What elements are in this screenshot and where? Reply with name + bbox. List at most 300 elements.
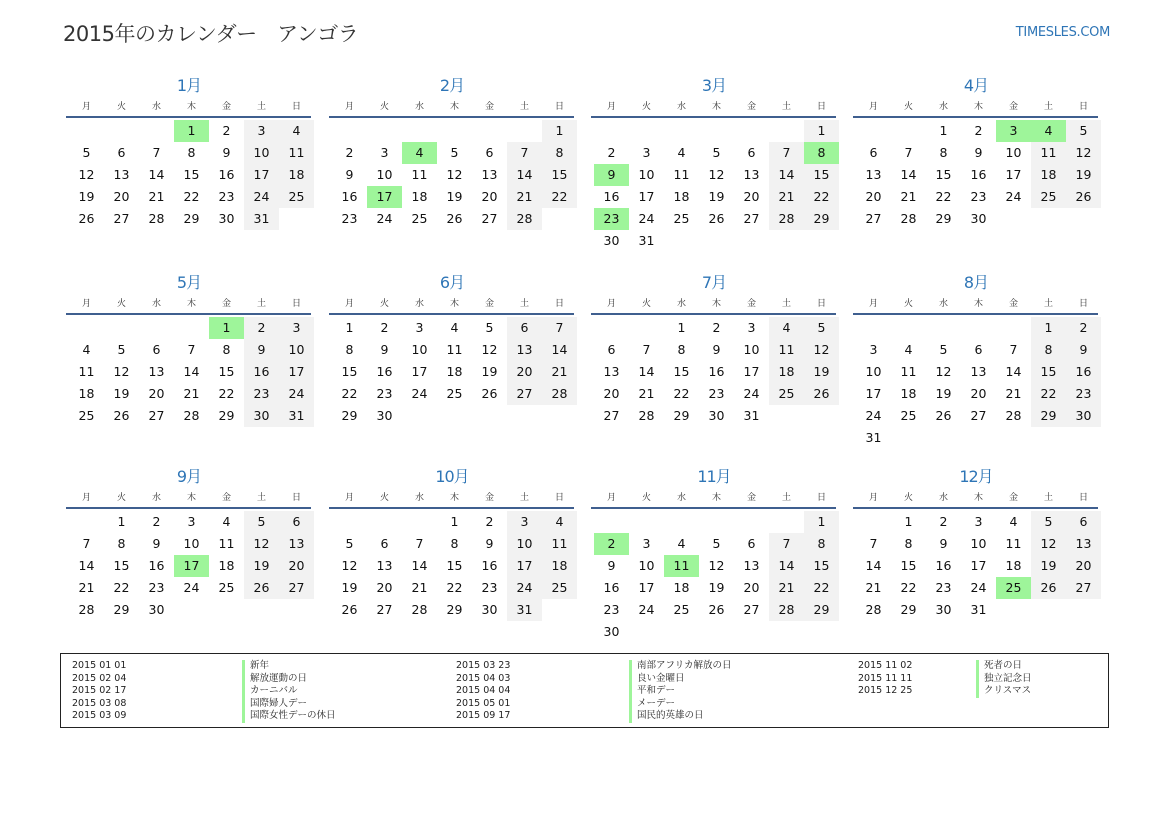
day-cell: 23: [244, 383, 279, 405]
day-cell: 17: [507, 555, 542, 577]
day-cell: 22: [542, 186, 577, 208]
day-cell: 29: [183, 211, 200, 226]
day-cell: 9: [244, 339, 279, 361]
month-name: 6月: [439, 273, 465, 292]
weekday-header: 木: [973, 299, 983, 309]
day-cell: 29: [900, 602, 917, 617]
day-cell: 19: [78, 189, 95, 204]
weekday-header: 火: [641, 102, 651, 112]
day-cell: 30: [376, 408, 393, 423]
day-cell: 14: [411, 558, 428, 573]
day-cell: 3: [279, 317, 314, 339]
day-cell: 30: [218, 211, 235, 226]
weekday-header: 金: [221, 102, 231, 112]
day-cell: 12: [935, 364, 952, 379]
weekday-header: 火: [641, 299, 651, 309]
weekday-header: 金: [746, 299, 756, 309]
day-cell: 13: [148, 364, 165, 379]
weekday-header: 日: [554, 299, 564, 309]
day-cell: 10: [183, 536, 200, 551]
weekday-header: 火: [379, 299, 389, 309]
month-calendar: [329, 73, 575, 230]
day-cell: 31: [279, 405, 314, 427]
day-cell: 23: [148, 580, 165, 595]
day-cell: 4: [677, 536, 686, 551]
empty-day-cell: [332, 511, 367, 533]
day-cell: 21: [769, 577, 804, 599]
day-cell: 23: [1066, 383, 1101, 405]
empty-day-cell: [734, 120, 769, 142]
day-cell: 6: [974, 342, 983, 357]
day-cell: 26: [1066, 186, 1101, 208]
day-cell: 23: [376, 386, 393, 401]
day-cell: 20: [743, 189, 760, 204]
weekday-header: 火: [903, 493, 913, 503]
weekday-header: 月: [606, 299, 616, 309]
empty-day-cell: [69, 511, 104, 533]
day-cell: 9: [712, 342, 721, 357]
day-cell: 18: [218, 558, 235, 573]
day-cell: 1: [542, 120, 577, 142]
day-cell: 5: [244, 511, 279, 533]
day-cell: 14: [769, 555, 804, 577]
day-cell: 5: [804, 317, 839, 339]
weekday-header: 火: [116, 493, 126, 503]
month-name: 10月: [435, 467, 469, 486]
day-cell: 7: [507, 142, 542, 164]
day-cell: 17: [743, 364, 760, 379]
day-cell: 19: [1031, 555, 1066, 577]
weekday-header: 金: [484, 102, 494, 112]
holiday-name: 国民的英雄の日: [629, 710, 704, 723]
day-cell: 12: [708, 558, 725, 573]
day-cell: 16: [708, 364, 725, 379]
day-cell: 24: [507, 577, 542, 599]
day-cell: 14: [865, 558, 882, 573]
day-cell: 28: [542, 383, 577, 405]
day-cell: 2: [974, 123, 983, 138]
day-cell: 13: [507, 339, 542, 361]
holiday-date: 2015 11 11: [858, 672, 913, 684]
weekday-header: 木: [973, 102, 983, 112]
day-cell: 3: [380, 145, 389, 160]
day-cell: 18: [1031, 164, 1066, 186]
empty-day-cell: [472, 120, 507, 142]
weekday-header: 水: [151, 299, 161, 309]
day-cell: 4: [769, 317, 804, 339]
day-cell: 6: [380, 536, 389, 551]
day-cell: 16: [376, 364, 393, 379]
holiday-date: 2015 01 01: [72, 660, 127, 671]
day-cell: 10: [376, 167, 393, 182]
day-cell: 14: [900, 167, 917, 182]
day-cell: 10: [507, 533, 542, 555]
day-cell: 29: [446, 602, 463, 617]
day-cell: 12: [708, 167, 725, 182]
day-cell: 19: [341, 580, 358, 595]
day-cell: 11: [411, 167, 428, 182]
day-cell: 15: [935, 167, 952, 182]
day-cell: 24: [638, 602, 655, 617]
day-cell: 17: [279, 361, 314, 383]
day-cell: 17: [865, 386, 882, 401]
weekday-header: 水: [414, 102, 424, 112]
weekday-header: 金: [746, 493, 756, 503]
day-cell: 28: [865, 602, 882, 617]
day-cell: 18: [446, 364, 463, 379]
day-cell: 25: [542, 577, 577, 599]
day-cell: 22: [935, 189, 952, 204]
day-cell: 15: [341, 364, 358, 379]
day-cell: 28: [148, 211, 165, 226]
day-cell: 9: [1066, 339, 1101, 361]
empty-day-cell: [104, 317, 139, 339]
month-calendar: [329, 270, 575, 427]
weekday-header: 火: [903, 102, 913, 112]
day-cell: 4: [279, 120, 314, 142]
day-cell: 2: [1066, 317, 1101, 339]
month-divider: [329, 313, 574, 315]
day-cell: 3: [747, 320, 756, 335]
day-cell: 13: [376, 558, 393, 573]
day-cell: 25: [1031, 186, 1066, 208]
day-cell: 25: [411, 211, 428, 226]
day-cell: 21: [638, 386, 655, 401]
weekday-header: 水: [676, 493, 686, 503]
month-name: 12月: [959, 467, 993, 486]
day-cell: 25: [673, 602, 690, 617]
month-name: 5月: [176, 273, 202, 292]
day-cell: 16: [218, 167, 235, 182]
holiday-day-cell: 2: [594, 533, 629, 555]
day-cell: 5: [485, 320, 494, 335]
month-divider: [66, 116, 311, 118]
day-cell: 25: [78, 408, 95, 423]
day-cell: 21: [542, 361, 577, 383]
empty-day-cell: [594, 511, 629, 533]
day-cell: 27: [279, 577, 314, 599]
day-cell: 1: [939, 123, 948, 138]
weekday-header: 水: [414, 299, 424, 309]
day-cell: 30: [244, 405, 279, 427]
weekday-header: 木: [186, 299, 196, 309]
day-cell: 4: [222, 514, 231, 529]
empty-day-cell: [664, 120, 699, 142]
month-name: 9月: [176, 467, 202, 486]
day-cell: 19: [804, 361, 839, 383]
day-cell: 7: [769, 533, 804, 555]
day-cell: 21: [900, 189, 917, 204]
holiday-date: 2015 03 09: [72, 710, 127, 721]
day-cell: 1: [450, 514, 459, 529]
empty-day-cell: [437, 120, 472, 142]
day-cell: 20: [603, 386, 620, 401]
weekday-header: 月: [868, 493, 878, 503]
weekday-header: 土: [1043, 102, 1053, 112]
month-name: 8月: [963, 273, 989, 292]
day-cell: 18: [411, 189, 428, 204]
day-cell: 15: [804, 164, 839, 186]
holiday-legend: [60, 653, 1109, 728]
day-cell: 22: [673, 386, 690, 401]
day-cell: 19: [708, 580, 725, 595]
weekday-header: 木: [711, 102, 721, 112]
month-name: 3月: [701, 76, 727, 95]
day-cell: 16: [341, 189, 358, 204]
site-link[interactable]: TIMESLES.COM: [1015, 25, 1110, 40]
day-cell: 23: [218, 189, 235, 204]
weekday-header: 金: [1008, 299, 1018, 309]
weekday-header: 水: [676, 102, 686, 112]
day-cell: 18: [673, 580, 690, 595]
day-cell: 9: [152, 536, 161, 551]
day-cell: 24: [865, 408, 882, 423]
day-cell: 16: [935, 558, 952, 573]
day-cell: 13: [481, 167, 498, 182]
day-cell: 30: [1066, 405, 1101, 427]
weekday-header: 火: [116, 299, 126, 309]
weekday-header: 水: [938, 299, 948, 309]
holiday-day-cell: 25: [996, 577, 1031, 599]
day-cell: 11: [769, 339, 804, 361]
weekday-header: 日: [291, 299, 301, 309]
day-cell: 1: [345, 320, 354, 335]
empty-day-cell: [926, 317, 961, 339]
day-cell: 27: [148, 408, 165, 423]
day-cell: 5: [1066, 120, 1101, 142]
day-cell: 19: [935, 386, 952, 401]
holiday-day-cell: 4: [1031, 120, 1066, 142]
weekday-header: 土: [519, 299, 529, 309]
empty-day-cell: [996, 317, 1031, 339]
day-cell: 8: [677, 342, 686, 357]
holiday-date: 2015 03 08: [72, 697, 127, 709]
month-calendar: [853, 464, 1099, 621]
day-cell: 2: [485, 514, 494, 529]
day-cell: 17: [970, 558, 987, 573]
day-cell: 15: [900, 558, 917, 573]
day-cell: 6: [747, 145, 756, 160]
day-cell: 19: [1066, 164, 1101, 186]
day-cell: 5: [1031, 511, 1066, 533]
day-cell: 24: [183, 580, 200, 595]
day-cell: 30: [481, 602, 498, 617]
day-cell: 15: [804, 555, 839, 577]
day-cell: 10: [743, 342, 760, 357]
day-cell: 7: [904, 145, 913, 160]
day-cell: 15: [1031, 361, 1066, 383]
weekday-header: 火: [379, 493, 389, 503]
month-divider: [66, 313, 311, 315]
day-cell: 16: [1066, 361, 1101, 383]
day-cell: 1: [117, 514, 126, 529]
holiday-date: 2015 04 04: [456, 685, 511, 696]
day-cell: 8: [804, 533, 839, 555]
day-cell: 5: [712, 145, 721, 160]
day-cell: 19: [708, 189, 725, 204]
empty-day-cell: [629, 317, 664, 339]
holiday-date: 2015 04 03: [456, 672, 511, 684]
day-cell: 3: [187, 514, 196, 529]
holiday-name: 国際婦人デー: [242, 698, 307, 711]
day-cell: 2: [222, 123, 231, 138]
weekday-header: 日: [291, 493, 301, 503]
day-cell: 23: [708, 386, 725, 401]
day-cell: 24: [376, 211, 393, 226]
weekday-header: 土: [781, 102, 791, 112]
holiday-name: 国際女性デーの休日: [242, 710, 336, 723]
weekday-header: 日: [816, 299, 826, 309]
empty-day-cell: [769, 120, 804, 142]
holiday-day-cell: 8: [804, 142, 839, 164]
day-cell: 27: [376, 602, 393, 617]
day-cell: 13: [113, 167, 130, 182]
holiday-name: 平和デー: [629, 685, 675, 698]
day-cell: 15: [113, 558, 130, 573]
day-cell: 13: [603, 364, 620, 379]
month-name: 1月: [176, 76, 202, 95]
holiday-day-cell: 23: [594, 208, 629, 230]
holiday-day-cell: 17: [174, 555, 209, 577]
day-cell: 22: [183, 189, 200, 204]
day-cell: 9: [974, 145, 983, 160]
empty-day-cell: [367, 120, 402, 142]
day-cell: 11: [900, 364, 917, 379]
weekday-header: 火: [903, 299, 913, 309]
day-cell: 13: [970, 364, 987, 379]
day-cell: 12: [446, 167, 463, 182]
day-cell: 9: [345, 167, 354, 182]
day-cell: 30: [148, 602, 165, 617]
day-cell: 29: [218, 408, 235, 423]
day-cell: 22: [900, 580, 917, 595]
day-cell: 20: [743, 580, 760, 595]
day-cell: 20: [970, 386, 987, 401]
weekday-header: 日: [1078, 493, 1088, 503]
day-cell: 21: [411, 580, 428, 595]
holiday-name: 独立記念日: [976, 673, 1032, 686]
day-cell: 11: [542, 533, 577, 555]
holiday-day-cell: 4: [402, 142, 437, 164]
holiday-name: クリスマス: [976, 685, 1031, 698]
day-cell: 17: [411, 364, 428, 379]
weekday-header: 水: [151, 493, 161, 503]
day-cell: 29: [341, 408, 358, 423]
day-cell: 8: [187, 145, 196, 160]
day-cell: 26: [78, 211, 95, 226]
day-cell: 16: [603, 580, 620, 595]
day-cell: 27: [743, 211, 760, 226]
holiday-name: 良い金曜日: [629, 673, 685, 686]
day-cell: 10: [638, 558, 655, 573]
day-cell: 13: [279, 533, 314, 555]
month-name: 11月: [697, 467, 731, 486]
day-cell: 27: [113, 211, 130, 226]
day-cell: 24: [411, 386, 428, 401]
day-cell: 25: [446, 386, 463, 401]
day-cell: 30: [603, 624, 620, 639]
day-cell: 6: [1066, 511, 1101, 533]
day-cell: 25: [279, 186, 314, 208]
day-cell: 14: [507, 164, 542, 186]
day-cell: 4: [82, 342, 91, 357]
weekday-header: 金: [746, 102, 756, 112]
day-cell: 31: [507, 599, 542, 621]
day-cell: 10: [970, 536, 987, 551]
weekday-header: 土: [519, 493, 529, 503]
empty-day-cell: [69, 120, 104, 142]
day-cell: 12: [804, 339, 839, 361]
day-cell: 31: [638, 233, 655, 248]
day-cell: 9: [485, 536, 494, 551]
day-cell: 14: [638, 364, 655, 379]
day-cell: 7: [869, 536, 878, 551]
weekday-header: 木: [449, 493, 459, 503]
day-cell: 6: [279, 511, 314, 533]
day-cell: 7: [415, 536, 424, 551]
day-cell: 20: [279, 555, 314, 577]
holiday-name: カーニバル: [242, 685, 298, 698]
weekday-header: 日: [816, 102, 826, 112]
day-cell: 18: [78, 386, 95, 401]
day-cell: 9: [222, 145, 231, 160]
day-cell: 8: [450, 536, 459, 551]
day-cell: 1: [904, 514, 913, 529]
holiday-day-cell: 1: [209, 317, 244, 339]
day-cell: 18: [279, 164, 314, 186]
weekday-header: 火: [641, 493, 651, 503]
day-cell: 15: [542, 164, 577, 186]
day-cell: 26: [1031, 577, 1066, 599]
empty-day-cell: [699, 120, 734, 142]
day-cell: 31: [244, 208, 279, 230]
day-cell: 24: [970, 580, 987, 595]
day-cell: 12: [78, 167, 95, 182]
weekday-header: 火: [379, 102, 389, 112]
month-calendar: [853, 270, 1099, 449]
holiday-date: 2015 02 17: [72, 685, 127, 696]
day-cell: 24: [244, 186, 279, 208]
day-cell: 26: [113, 408, 130, 423]
page-title: 2015年のカレンダー アンゴラ: [63, 22, 359, 46]
holiday-name: 新年: [242, 660, 269, 673]
weekday-header: 月: [868, 299, 878, 309]
day-cell: 28: [1005, 408, 1022, 423]
weekday-header: 月: [606, 493, 616, 503]
day-cell: 17: [638, 189, 655, 204]
day-cell: 23: [935, 580, 952, 595]
day-cell: 14: [78, 558, 95, 573]
day-cell: 20: [113, 189, 130, 204]
day-cell: 26: [708, 211, 725, 226]
holiday-day-cell: 3: [996, 120, 1031, 142]
month-divider: [591, 507, 836, 509]
weekday-header: 火: [116, 102, 126, 112]
holiday-date: 2015 02 04: [72, 672, 127, 684]
weekday-header: 土: [256, 102, 266, 112]
day-cell: 22: [804, 186, 839, 208]
empty-day-cell: [104, 120, 139, 142]
day-cell: 3: [415, 320, 424, 335]
day-cell: 12: [1031, 533, 1066, 555]
day-cell: 17: [638, 580, 655, 595]
day-cell: 10: [1005, 145, 1022, 160]
day-cell: 21: [507, 186, 542, 208]
holiday-date: 2015 05 01: [456, 697, 511, 709]
day-cell: 28: [507, 208, 542, 230]
day-cell: 17: [1005, 167, 1022, 182]
day-cell: 2: [380, 320, 389, 335]
